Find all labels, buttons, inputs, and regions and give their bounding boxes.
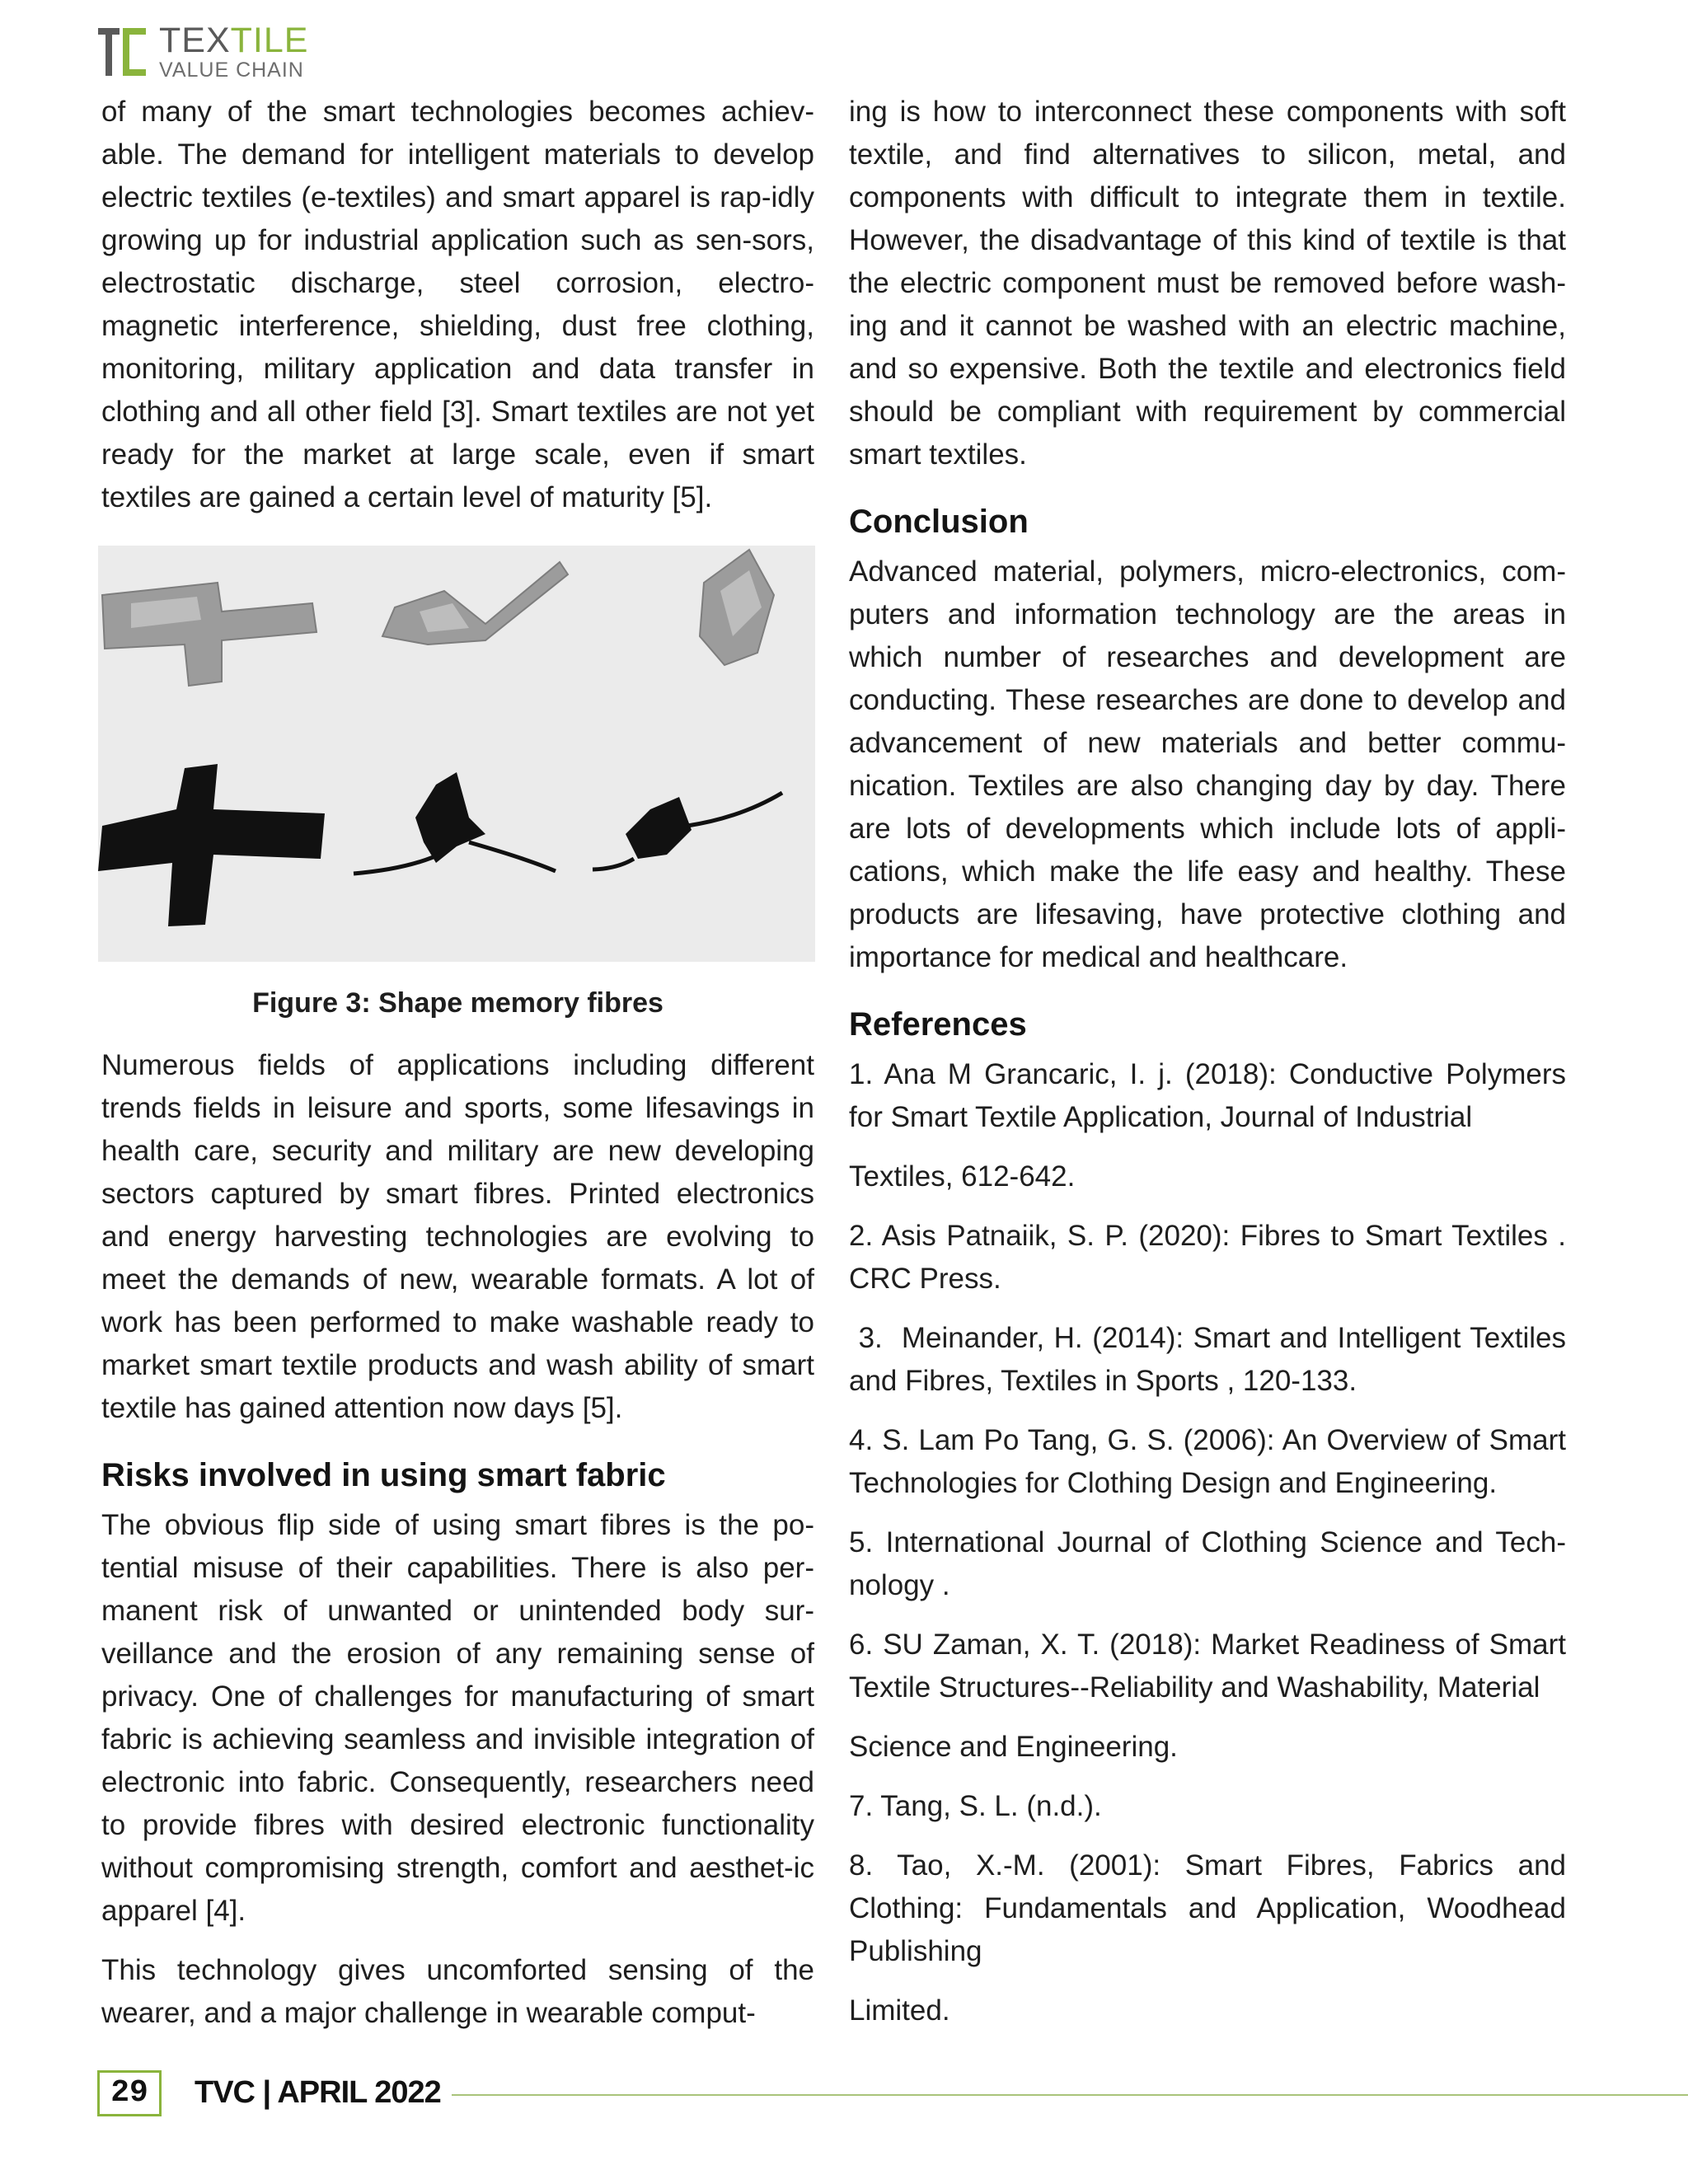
left-paragraph-3: The obvious flip side of using smart fibres is the po-tential misuse of their capabilities. There is also per-manent risk of unwanted or unintended body sur-veillance and the erosion of any remaining sense of privacy. One of challenges for manufacturing of smart fabric is achieving seamless and invisible integration of electronic into fabric. Consequently, researchers need to provide fibres with desired electronic functionality without compromising strength, comfort and aesthet-ic apparel [4]. (101, 1509, 814, 1927)
figure-caption: Figure 3: Shape memory fibres (252, 987, 663, 1019)
logo-title: TEXTILE (159, 21, 309, 60)
reference-item: 4. S. Lam Po Tang, G. S. (2006): An Overview of Smart Technologies for Clothing Design and Engineering. (849, 1424, 1566, 1499)
reference-item: 1. Ana M Grancaric, I. j. (2018): Conductive Polymers for Smart Textile Application, Journal of Industrial Textiles, 612-642. (849, 1058, 1566, 1193)
heading-risks: Risks involved in using smart fabric (101, 1457, 666, 1493)
right-column (849, 91, 1574, 2049)
reference-item: 5. International Journal of Clothing Science and Tech-nology . (849, 1526, 1566, 1601)
reference-item: 8. Tao, X.-M. (2001): Smart Fibres, Fabrics and Clothing: Fundamentals and Application, Woodhead Publishing Limited. (849, 1849, 1566, 2027)
footer-rule (452, 2094, 1688, 2096)
figure-shape-memory-fibres (98, 546, 815, 962)
issue-label: TVC | APRIL 2022 (195, 2075, 441, 2110)
publication-logo (95, 23, 308, 81)
reference-item: 3. Meinander, H. (2014): Smart and Intelligent Textiles and Fibres, Textiles in Sports , 120-133. (849, 1322, 1574, 1397)
right-paragraph-1: ing is how to interconnect these components with soft textile, and find alternatives to silicon, metal, and components with difficult to integrate them in textile. However, the disadvantage of this kind of textile is that the electric component must be removed before wash-ing and it cannot be washed with an electric machine, and so expensive. Both the textile and electronics field should be compliant with requirement by commercial smart textiles. (849, 96, 1566, 471)
tvc-logo-icon (95, 23, 152, 81)
logo-subtitle: VALUE CHAIN (159, 59, 304, 82)
left-column (101, 91, 814, 2035)
reference-item: 7. Tang, S. L. (n.d.). (849, 1790, 1102, 1822)
reference-item: 6. SU Zaman, X. T. (2018): Market Readiness of Smart Textile Structures--Reliability and Washability, Material Science and Engineering. (849, 1629, 1566, 1763)
page-number: 29 (97, 2070, 162, 2116)
shape-memory-fibres-image (98, 546, 815, 962)
page-footer (97, 2070, 1688, 2120)
right-paragraph-2: Advanced material, polymers, micro-electronics, com-puters and information technology are the areas in which number of researches and development are conducting. These researches are done to develop and advancement of new materials and better commu-nication. Textiles are also changing day by day. There are lots of developments which include lots of appli-cations, which make the life easy and healthy. These products are lifesaving, have protective clothing and importance for medical and healthcare. (849, 555, 1566, 973)
left-paragraph-1: of many of the smart technologies becomes achiev-able. The demand for intelligent materials to develop electric textiles (e-textiles) and smart apparel is rap-idly growing up for industrial application such as sen-sors, electrostatic discharge, steel corrosion, electro-magnetic interference, shielding, dust free clothing, monitoring, military application and data transfer in clothing and all other field [3]. Smart textiles are not yet ready for the market at large scale, even if smart textiles are gained a certain level of maturity [5]. (101, 96, 814, 513)
reference-item: 2. Asis Patnaiik, S. P. (2020): Fibres to Smart Textiles . CRC Press. (849, 1220, 1566, 1295)
left-paragraph-4: This technology gives uncomforted sensing of the wearer, and a major challenge in wearable comput- (101, 1954, 814, 2029)
references-list (849, 1053, 1574, 2032)
heading-references: References (849, 1006, 1027, 1043)
left-paragraph-2: Numerous fields of applications including different trends fields in leisure and sports, some lifesavings in health care, security and military are new developing sectors captured by smart fibres. Printed electronics and energy harvesting technologies are evolving to meet the demands of new, wearable formats. A lot of work has been performed to make washable ready to market smart textile products and wash ability of smart textile has gained attention now days [5]. (101, 1049, 814, 1424)
heading-conclusion: Conclusion (849, 504, 1029, 540)
